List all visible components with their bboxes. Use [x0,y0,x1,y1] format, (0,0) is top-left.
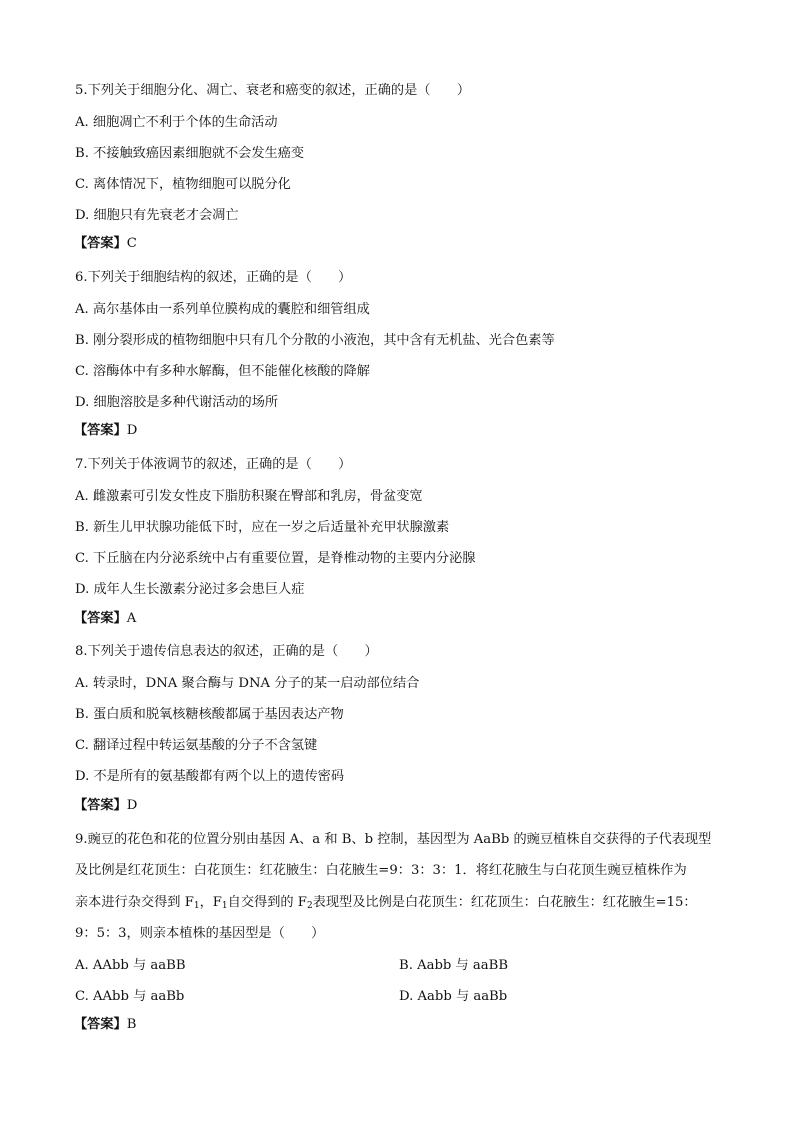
question-9-option-c: C. AAbb 与 aaBb [75,989,185,1004]
question-6-option-d: D. 细胞溶胶是多种代谢活动的场所 [75,395,279,410]
question-5-option-a: A. 细胞凋亡不利于个体的生命活动 [75,115,278,130]
question-9-option-b: B. Aabb 与 aaBB [399,958,509,973]
question-8-stem: 8.下列关于遗传信息表达的叙述，正确的是（ ） [75,644,378,659]
question-8-option-a: A. 转录时，DNA 聚合酶与 DNA 分子的某一启动部位结合 [75,676,420,691]
stem-text: ，F [199,895,222,910]
question-5-option-c: C. 离体情况下，植物细胞可以脱分化 [75,177,291,192]
answer-label: 【答案】 [74,423,127,438]
question-9-stem-line-4: 9：5：3，则亲本植株的基因型是（ ） [75,926,325,941]
question-5-option-b: B. 不接触致癌因素细胞就不会发生癌变 [75,146,305,161]
answer-label: 【答案】 [74,236,127,251]
question-7-option-a: A. 雌激素可引发女性皮下脂肪积聚在臀部和乳房，骨盆变宽 [75,489,423,504]
question-8-option-c: C. 翻译过程中转运氨基酸的分子不含氢键 [75,738,318,753]
question-6-answer [74,421,137,441]
question-7-option-d: D. 成年人生长激素分泌过多会患巨人症 [75,582,305,597]
question-8-option-d: D. 不是所有的氨基酸都有两个以上的遗传密码 [75,769,345,784]
question-8-option-b: B. 蛋白质和脱氧核糖核酸都属于基因表达产物 [75,707,344,722]
stem-text: 表现型及比例是白花顶生：红花顶生：白花腋生：红花腋生=15： [312,895,697,910]
question-9-stem-line-2: 及比例是红花顶生：白花顶生：红花腋生：白花腋生=9：3：3：1．将红花腋生与白花顶生豌豆植株作为 [75,863,687,878]
question-7-option-c: C. 下丘脑在内分泌系统中占有重要位置，是脊椎动物的主要内分泌腺 [75,551,476,566]
subscript: 1 [193,901,200,911]
question-8-answer [74,796,137,816]
question-9-stem-line-1: 9.豌豆的花色和花的位置分别由基因 A、a 和 B、b 控制，基因型为 AaBb 的豌豆植株自交获得的子代表现型 [75,832,712,847]
question-9-answer [74,1015,136,1035]
answer-label: 【答案】 [74,1017,127,1032]
subscript: 1 [221,901,228,911]
stem-text: 亲本进行杂交得到 F [75,895,194,910]
question-6-option-c: C. 溶酶体中有多种水解酶，但不能催化核酸的降解 [75,364,370,379]
question-5-answer [74,234,137,254]
subscript: 2 [306,901,313,911]
question-7-option-b: B. 新生儿甲状腺功能低下时，应在一岁之后适量补充甲状腺激素 [75,520,450,535]
question-5-stem: 5.下列关于细胞分化、凋亡、衰老和癌变的叙述，正确的是（ ） [75,83,471,98]
answer-label: 【答案】 [74,798,127,813]
answer-value: D [126,798,138,813]
question-9-option-d: D. Aabb 与 aaBb [399,989,508,1004]
answer-value: A [126,611,137,626]
question-9-option-a: A. AAbb 与 aaBB [75,958,186,973]
question-9-stem-line-3 [75,893,697,913]
question-6-option-a: A. 高尔基体由一系列单位膜构成的囊腔和细管组成 [75,302,370,317]
answer-value: D [126,423,138,438]
answer-value: B [126,1017,137,1032]
stem-text: 自交得到的 F [227,895,307,910]
answer-label: 【答案】 [74,611,127,626]
question-7-answer [74,609,136,629]
question-7-stem: 7.下列关于体液调节的叙述，正确的是（ ） [75,457,352,472]
answer-value: C [126,236,137,251]
question-6-stem: 6.下列关于细胞结构的叙述，正确的是（ ） [75,270,352,285]
question-5-option-d: D. 细胞只有先衰老才会凋亡 [75,208,239,223]
question-6-option-b: B. 刚分裂形成的植物细胞中只有几个分散的小液泡，其中含有无机盐、光合色素等 [75,333,555,348]
